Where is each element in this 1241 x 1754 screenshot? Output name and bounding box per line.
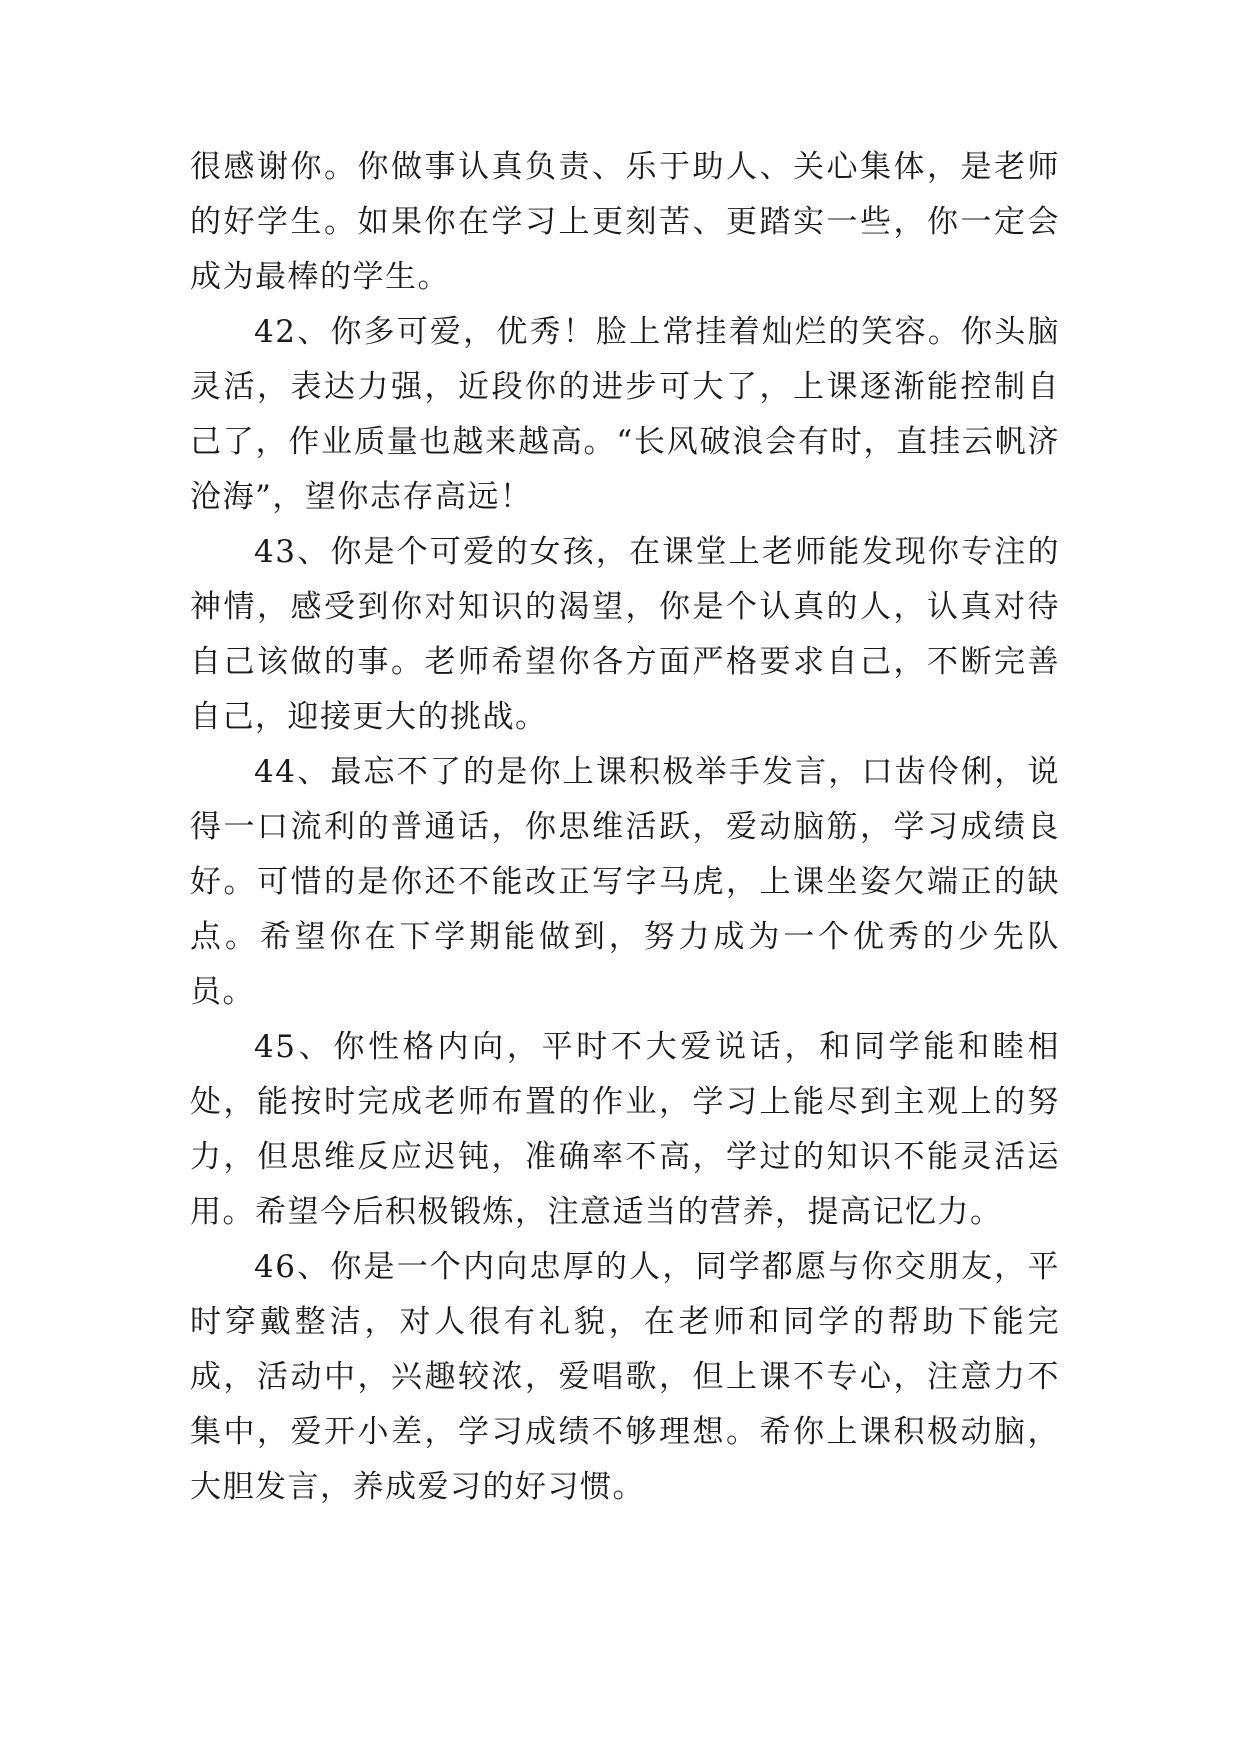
paragraph-item-46: 46、你是一个内向忠厚的人，同学都愿与你交朋友，平时穿戴整洁，对人很有礼貌，在老师和同学的帮助下能完成，活动中，兴趣较浓，爱唱歌，但上课不专心，注意力不集中，爱开小差，学习成绩不够理想。希你上课积极动脑，大胆发言，养成爱习的好习惯。 — [190, 1249, 1060, 1505]
document-body — [190, 140, 1060, 1515]
paragraph-continuation: 很感谢你。你做事认真负责、乐于助人、关心集体，是老师的好学生。如果你在学习上更刻苦、更踏实一些，你一定会成为最棒的学生。 — [190, 149, 1060, 295]
paragraph-item-42: 42、你多可爱，优秀！脸上常挂着灿烂的笑容。你头脑灵活，表达力强，近段你的进步可大了，上课逐渐能控制自己了，作业质量也越来越高。“长风破浪会有时，直挂云帆济沧海”，望你志存高远！ — [190, 314, 1060, 515]
paragraph-item-44: 44、最忘不了的是你上课积极举手发言，口齿伶俐，说得一口流利的普通话，你思维活跃，爱动脑筋，学习成绩良好。可惜的是你还不能改正写字马虎，上课坐姿欠端正的缺点。希望你在下学期能做到，努力成为一个优秀的少先队员。 — [190, 754, 1060, 1010]
paragraph-item-45: 45、你性格内向，平时不大爱说话，和同学能和睦相处，能按时完成老师布置的作业，学习上能尽到主观上的努力，但思维反应迟钝，准确率不高，学过的知识不能灵活运用。希望今后积极锻炼，注意适当的营养，提高记忆力。 — [190, 1029, 1060, 1230]
paragraph-item-43: 43、你是个可爱的女孩，在课堂上老师能发现你专注的神情，感受到你对知识的渴望，你是个认真的人，认真对待自己该做的事。老师希望你各方面严格要求自己，不断完善自己，迎接更大的挑战。 — [190, 534, 1060, 735]
